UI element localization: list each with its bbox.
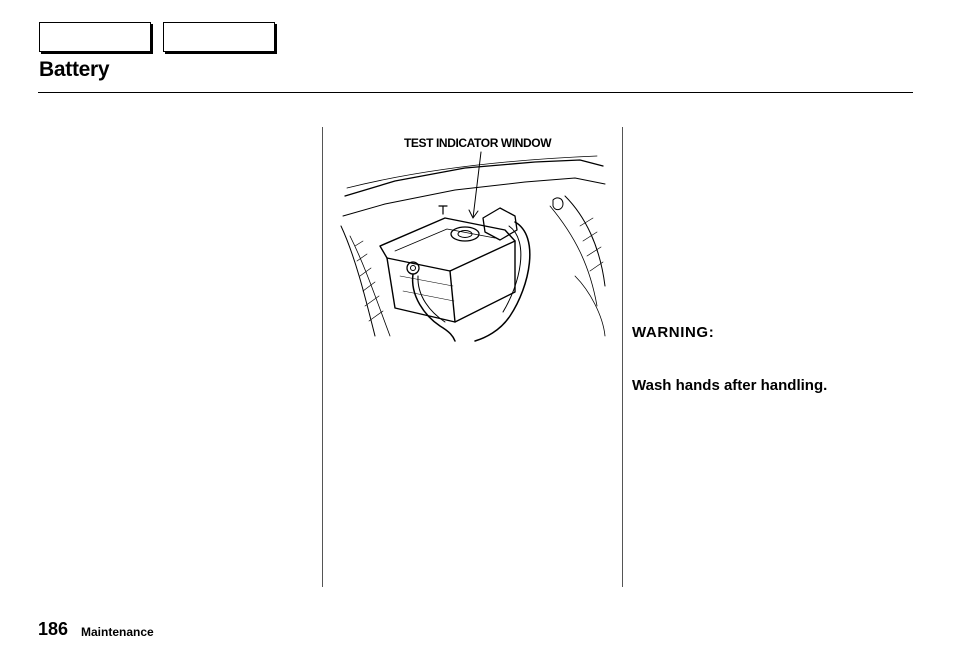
warning-heading: WARNING: [632,324,715,341]
column-divider-left [322,127,323,587]
previous-page-button[interactable] [39,22,151,52]
test-indicator-window-label: TEST INDICATOR WINDOW [404,136,552,150]
next-page-button[interactable] [163,22,275,52]
page-title: Battery [39,58,110,81]
page-number: 186 [38,619,69,639]
battery-illustration [335,126,610,346]
battery-figure [335,126,610,346]
column-divider-right [622,127,623,587]
title-divider [38,92,913,93]
section-name: Maintenance [81,625,154,639]
warning-text: Wash hands after handling. [632,377,828,394]
